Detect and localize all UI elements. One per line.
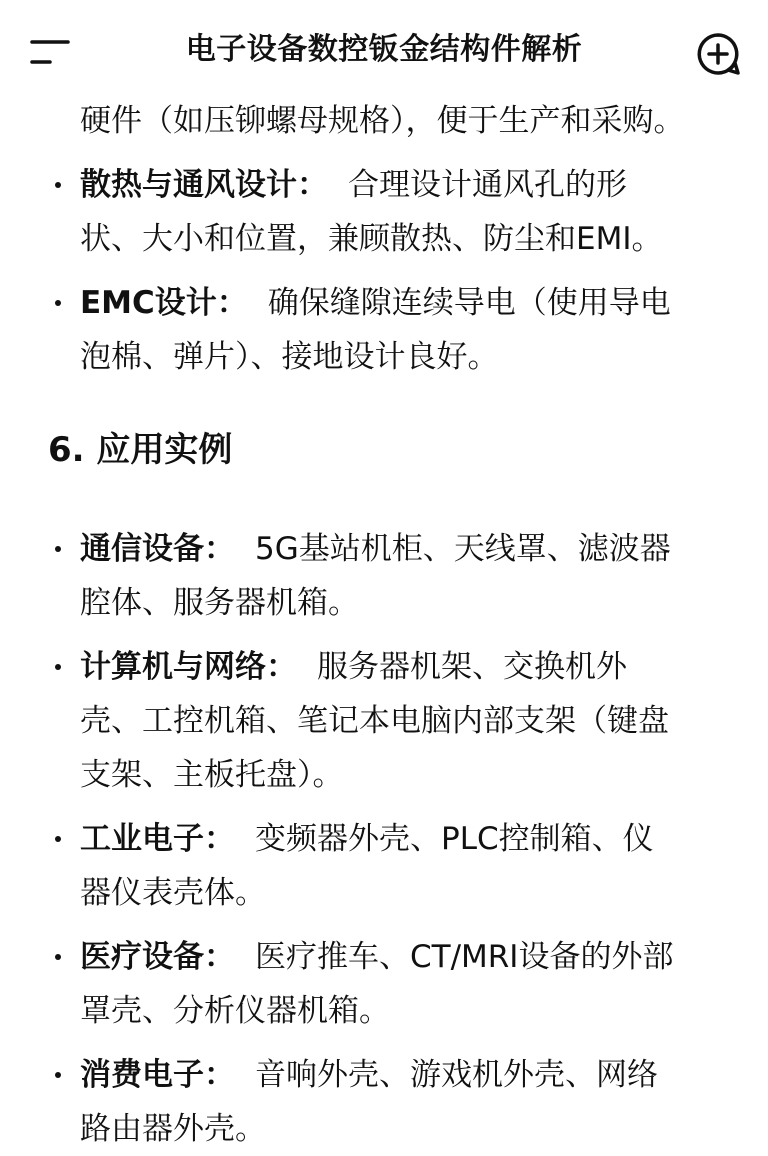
bullet-dot: [55, 546, 61, 552]
item-desc-cont: 支架、主板托盘）。: [80, 757, 344, 793]
list-item: [0, 1048, 768, 1156]
item-desc-cont: 泡棉、弹片）、接地设计良好。: [80, 339, 499, 375]
item-desc-cont: 状、大小和位置，兼顾散热、防尘和EMI。: [80, 221, 663, 257]
item-title: EMC设计：: [80, 285, 248, 321]
item-desc-cont: 壳、工控机箱、笔记本电脑内部支架（键盘: [80, 703, 669, 739]
item-desc: 确保缝隙连续导电（使用导电: [267, 285, 671, 321]
item-title: 计算机与网络：: [80, 649, 297, 685]
item-desc: 音响外壳、游戏机外壳、网络: [255, 1057, 658, 1093]
bullet-dot: [55, 836, 61, 842]
item-desc: 合理设计通风孔的形: [348, 167, 627, 203]
list-item: [0, 812, 768, 920]
item-title: 散热与通风设计：: [80, 167, 328, 203]
item-title: 工业电子：: [80, 821, 235, 857]
item-desc: 5G基站机柜、天线罩、滤波器: [255, 531, 671, 567]
item-desc-cont: 腔体、服务器机箱。: [80, 585, 359, 621]
list-item: [0, 930, 768, 1038]
message-content: [0, 94, 768, 1156]
item-desc-cont: 罩壳、分析仪器机箱。: [80, 993, 390, 1029]
list-item: [0, 276, 768, 384]
item-desc: 医疗推车、CT/MRI设备的外部: [255, 939, 674, 975]
partial-line-text: 硬件（如压铆螺母规格），便于生产和采购。: [80, 103, 685, 139]
list-item: [0, 640, 768, 802]
item-desc: 变频器外壳、PLC控制箱、仪: [255, 821, 654, 857]
item-title: 消费电子：: [80, 1057, 235, 1093]
item-title: 通信设备：: [80, 531, 235, 567]
list-item: [0, 158, 768, 266]
new-chat-icon[interactable]: [694, 30, 742, 78]
bullet-dot: [55, 664, 61, 670]
section-heading: 6. 应用实例: [48, 430, 233, 470]
bullet-dot: [55, 954, 61, 960]
bullet-dot: [55, 300, 61, 306]
item-desc-cont: 器仪表壳体。: [80, 875, 266, 911]
list-item: [0, 522, 768, 630]
item-title: 医疗设备：: [80, 939, 235, 975]
bullet-dot: [55, 1072, 61, 1078]
page-title: 电子设备数控钣金结构件解析: [185, 32, 583, 67]
item-desc-cont: 路由器外壳。: [80, 1111, 266, 1147]
top-bar: [0, 0, 768, 100]
partial-text-line: [0, 94, 768, 148]
item-desc: 服务器机架、交换机外: [317, 649, 627, 685]
bullet-dot: [55, 182, 61, 188]
